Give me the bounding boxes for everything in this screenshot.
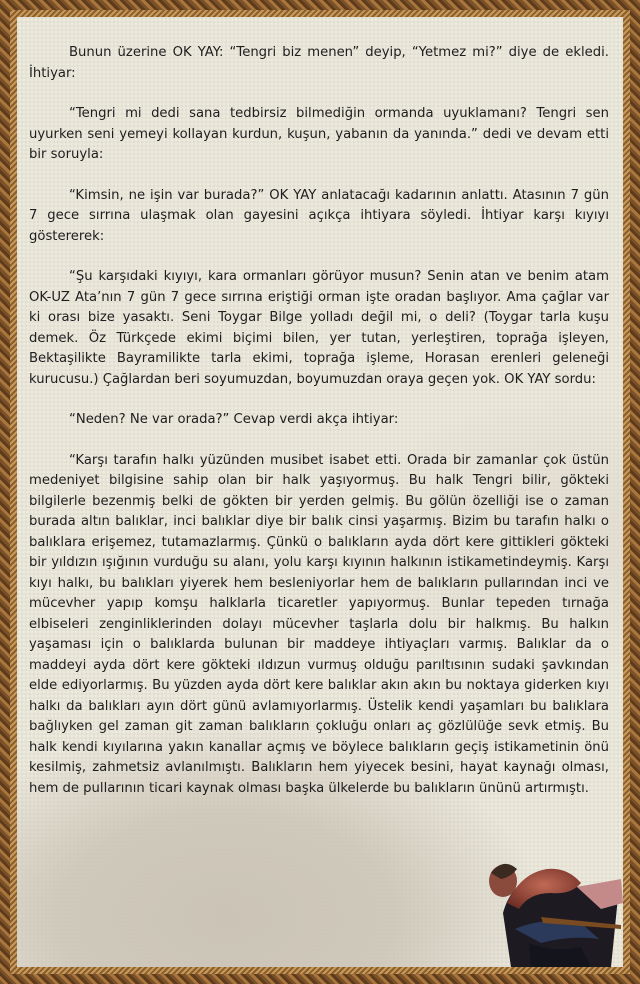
paragraph-6: “Karşı tarafın halkı yüzünden musibet isabet etti. Orada bir zamanlar çok üstün medeniyet bilgisine sahip olan bir halk yaşıyormuş. Bu halk Tengri bilir, gökteki bilgilerle bezenmiş belki de gökten bir yerden gelmiş. Bu gölün özelliği ise o zaman burada altın balıklar, inci balıklar diye bir balık cinsi yaşarmış. Bizim bu tarafın halkı o balıklara erişemez, tutamazlarmış. Çünkü o balıkların ayda dört kere gittikleri gökteki bir yıldızın ışığının vurduğu su alanı, yolu karşı kıyının halkının istikametindeymiş. Karşı kıyı halkı, bu balıkları yiyerek hem besleniyorlar hem de balıkların pullarından inci ve mücevher yapıp komşu halklarla ticaretler yapıyormuş. Bunlar tepeden tırnağa elbiseleri zenginliklerinden dolayı mücevher taşlarla dolu bir halkmış. Bu halkın yaşaması için o balıklarda bulunan bir maddeye ihtiyaçları varmış. Balıklar da o maddeyi ayda dört kere gökteki ıldızun vurmuş olduğu parıltısının sudaki şavkından elde ediyorlarmış. Bu yüzden ayda dört kere balıklar akın akın bu noktaya giderken kıyı halkı da balıkları ayın dört günü avlamıyorlarmış. Üstelik kendi yaşamları bu balıklara bağlıyken gel zaman git zaman balıkların çokluğu onları aç gözlülüğe sevk etmiş. Bu halk kendi kıyılarına yakın kanallar açmış ve böylece balıkların geçiş istikametinin önü kesilmiş, zahmetsiz avlanılmıştı. Balıkların hem yiyecek besini, hayat kaynağı olması, hem de pullarının ticari kaynak olması başka ülkelerde bu balıkların ününü artırmıştı.: [29, 452, 609, 796]
robed-figure-illustration-icon: [481, 843, 623, 967]
paper-page: [17, 17, 623, 967]
paragraph-5: “Neden? Ne var orada?” Cevap verdi akça ihtiyar:: [69, 412, 399, 427]
paragraph-2: “Tengri mi dedi sana tedbirsiz bilmediğin ormanda uyuklamanı? Tengri sen uyurken seni yemeyi kollayan kurdun, kuşun, yabanın da yanında.” dedi ve devam etti bir soruyla:: [29, 106, 609, 162]
paragraph-4: “Şu karşıdaki kıyıyı, kara ormanları görüyor musun? Senin atan ve benim atam OK-UZ Ata’nın 7 gün 7 gece sırrına eriştiği orman işte oradan başlıyor. Ama çağlar var ki orası bize yasaktı. Seni Toygar Bilge yolladı değil mi, o deli? (Toygar tarla kuşu demek. Öz Türkçede ekimi biçimi bilen, yer tutan, yerleştiren, toprağa işleyen, Bektaşilikte Bayramilikte tarla ekimi, toprağa işleme, Horasan erenleri geleneği kurucusu.) Çağlardan beri soyumuzdan, boyumuzdan oraya geçen yok. OK YAY sordu:: [29, 269, 609, 387]
paragraph-3: “Kimsin, ne işin var burada?” OK YAY anlatacağı kadarının anlattı. Atasının 7 gün 7 gece sırrına ulaşmak olan gayesini açıkça ihtiyara söyledi. İhtiyar karşı kıyıyı göstererek:: [29, 187, 609, 244]
story-text: [29, 43, 609, 819]
paragraph-1: Bunun üzerine OK YAY: “Tengri biz menen” deyip, “Yetmez mi?” diye de ekledi. İhtiyar:: [29, 45, 609, 81]
figure-svg: [481, 843, 623, 967]
